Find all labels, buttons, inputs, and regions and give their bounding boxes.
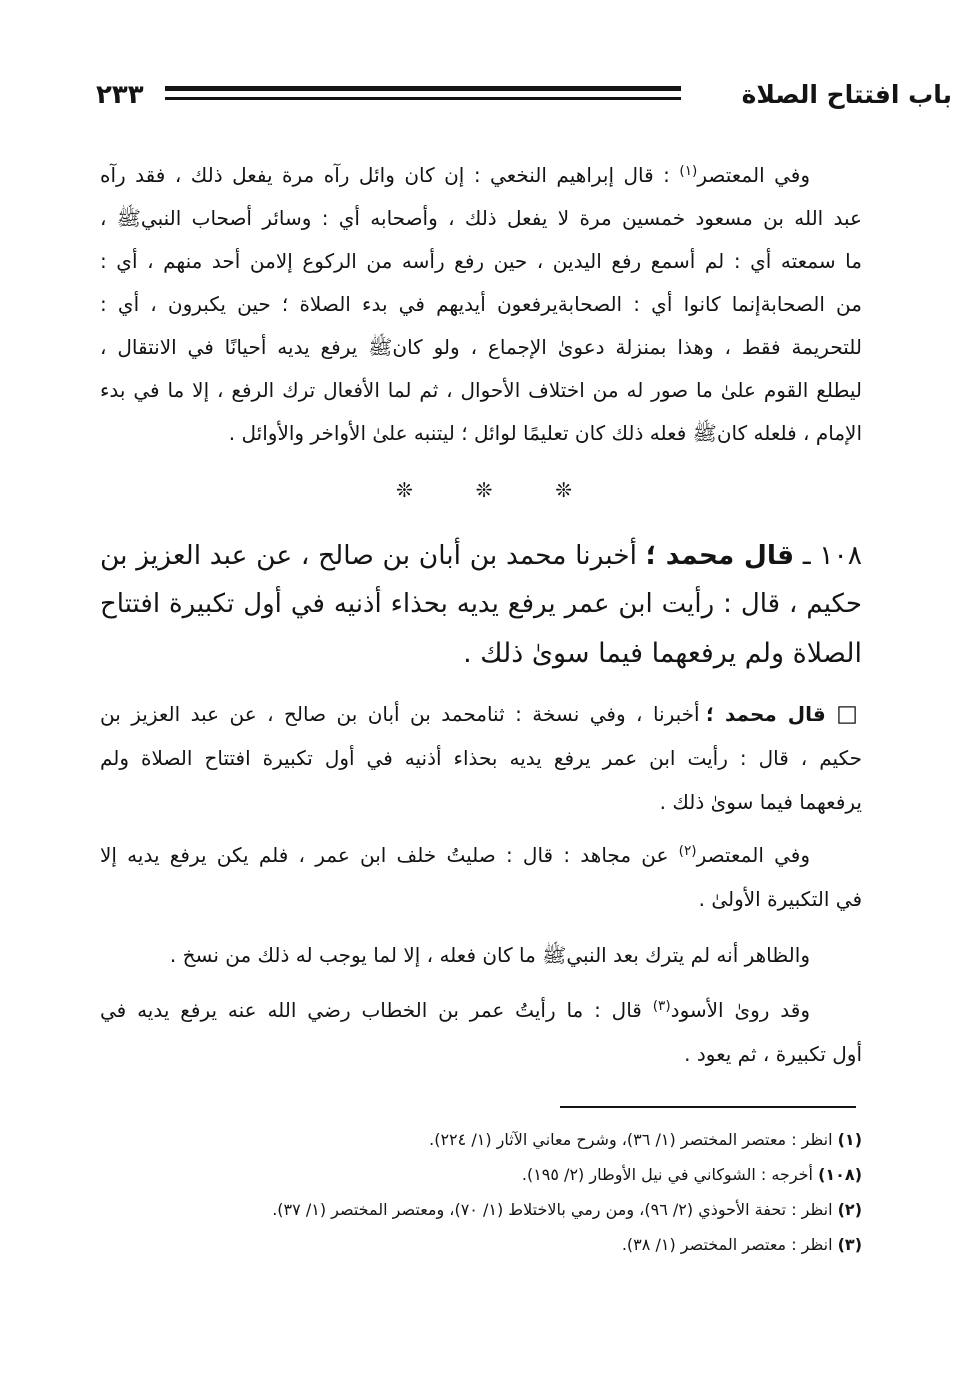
footnote-ref: (٢) (678, 843, 697, 860)
commentary-paragraph (100, 692, 862, 824)
footnote-marker: (٣) (837, 1235, 862, 1254)
text-line: حكيم ، قال : رأيت ابن عمر يرفع يديه بحذاء أذنيه في أول تكبيرة افتتاح (100, 589, 862, 619)
text-segment: عن مجاهد : قال : صليتُ خلف ابن عمر ، فلم يكن يرفع يديه إلا (100, 843, 679, 867)
page-number: ٢٣٣ (96, 80, 144, 110)
text-line: الصلاة ولم يرفعهما فيما سوىٰ ذلك . (463, 638, 862, 669)
zahir-paragraph (100, 933, 862, 977)
text-line: عبد الله بن مسعود خمسين مرة لا يفعل ذلك ، وأصحابه أي : وسائر أصحاب النبيﷺ ، (100, 206, 862, 230)
footnote (100, 1227, 862, 1262)
separator-star-icon: ❊ (555, 478, 572, 502)
text-segment: وقد روىٰ الأسود (670, 998, 810, 1022)
chapter-title: باب افتتاح الصلاة (741, 80, 952, 109)
footnote-marker: (٢) (837, 1200, 862, 1219)
text-line: والظاهر أنه لم يترك بعد النبيﷺ ما كان فعله ، إلا لما يوجب له ذلك من نسخ . (169, 943, 810, 967)
section-separator (396, 475, 572, 505)
text-line (100, 833, 862, 877)
text-line: الإمام ، فلعله كانﷺ فعله ذلك كان تعليمًا لوائل ؛ ليتنبه علىٰ الأواخر والأوائل . (228, 421, 862, 445)
commentary-box-marker: □ (836, 701, 863, 727)
text-line: أول تكبيرة ، ثم يعود . (684, 1042, 862, 1066)
text-segment: : قال إبراهيم النخعي : إن كان وائل رآه مرة يفعل ذلك ، فقد رآه (100, 163, 680, 187)
text-segment: أخبرنا ، وفي نسخة : ثنامحمد بن أبان بن صالح ، عن عبد العزيز بن (100, 702, 706, 726)
text-line (100, 531, 862, 580)
aswad-paragraph (100, 988, 862, 1076)
text-line (100, 692, 862, 736)
mujahid-paragraph (100, 833, 862, 921)
text-line: ما سمعته أي : لم أسمع رفع اليدين ، حين رفع رأسه من الركوع إلامن أحد منهم ، أي : (100, 249, 862, 273)
separator-star-icon: ❊ (396, 478, 413, 502)
speaker-name: قال محمد ؛ (645, 540, 795, 571)
footnote-rule (560, 1106, 856, 1108)
speaker-name: قال محمد ؛ (705, 702, 826, 726)
hadith-108 (100, 531, 862, 678)
footnote-text: انظر : تحفة الأحوذي (٢/ ٩٦)، ومن رمي بالاختلاط (١/ ٧٠)، ومعتصر المختصر (١/ ٣٧). (272, 1200, 833, 1219)
text-segment: وفي المعتصر (696, 843, 810, 867)
text-line: في التكبيرة الأولىٰ . (698, 887, 862, 911)
footnote-marker: (١) (837, 1130, 862, 1149)
text-line: يرفعهما فيما سوىٰ ذلك . (659, 790, 862, 814)
footnote-text: انظر : معتصر المختصر (١/ ٣٦)، وشرح معاني الآثار (١/ ٢٢٤). (429, 1130, 833, 1149)
text-line: للتحريمة فقط ، وهذا بمنزلة دعوىٰ الإجماع ، ولو كانﷺ يرفع يديه أحيانًا في الانتقال ، (100, 335, 862, 359)
footnote (100, 1192, 862, 1227)
separator-star-icon: ❊ (475, 478, 493, 502)
text-line (100, 988, 862, 1032)
footnote-ref: (١) (679, 163, 698, 180)
footnote-ref: (٣) (652, 998, 671, 1015)
footnotes (100, 1122, 862, 1262)
footnote (100, 1122, 862, 1157)
text-segment: قال : ما رأيتُ عمر بن الخطاب رضي الله عنه يرفع يديه في (100, 998, 653, 1022)
hadith-number: ١٠٨ ـ (802, 540, 862, 571)
text-segment: أخبرنا محمد بن أبان بن صالح ، عن عبد العزيز بن (100, 540, 646, 571)
text-segment: وفي المعتصر (697, 163, 810, 187)
text-line: حكيم ، قال : رأيت ابن عمر يرفع يديه بحذاء أذنيه في أول تكبيرة افتتاح الصلاة ولم (100, 746, 862, 770)
intro-paragraph (100, 154, 862, 455)
footnote-text: أخرجه : الشوكاني في نيل الأوطار (٢/ ١٩٥). (521, 1165, 813, 1184)
footnote-text: انظر : معتصر المختصر (١/ ٣٨). (621, 1235, 833, 1254)
text-line (100, 154, 862, 197)
text-line: من الصحابةإنما كانوا أي : الصحابةيرفعون أيديهم في بدء الصلاة ؛ حين يكبرون ، أي : (100, 292, 862, 316)
header-rule (165, 86, 681, 100)
footnote-marker: (١٠٨) (818, 1165, 862, 1184)
text-line: ليطلع القوم علىٰ ما صور له من اختلاف الأحوال ، ثم لما الأفعال ترك الرفع ، إلا ما في بدء (100, 378, 862, 402)
footnote (100, 1157, 862, 1192)
